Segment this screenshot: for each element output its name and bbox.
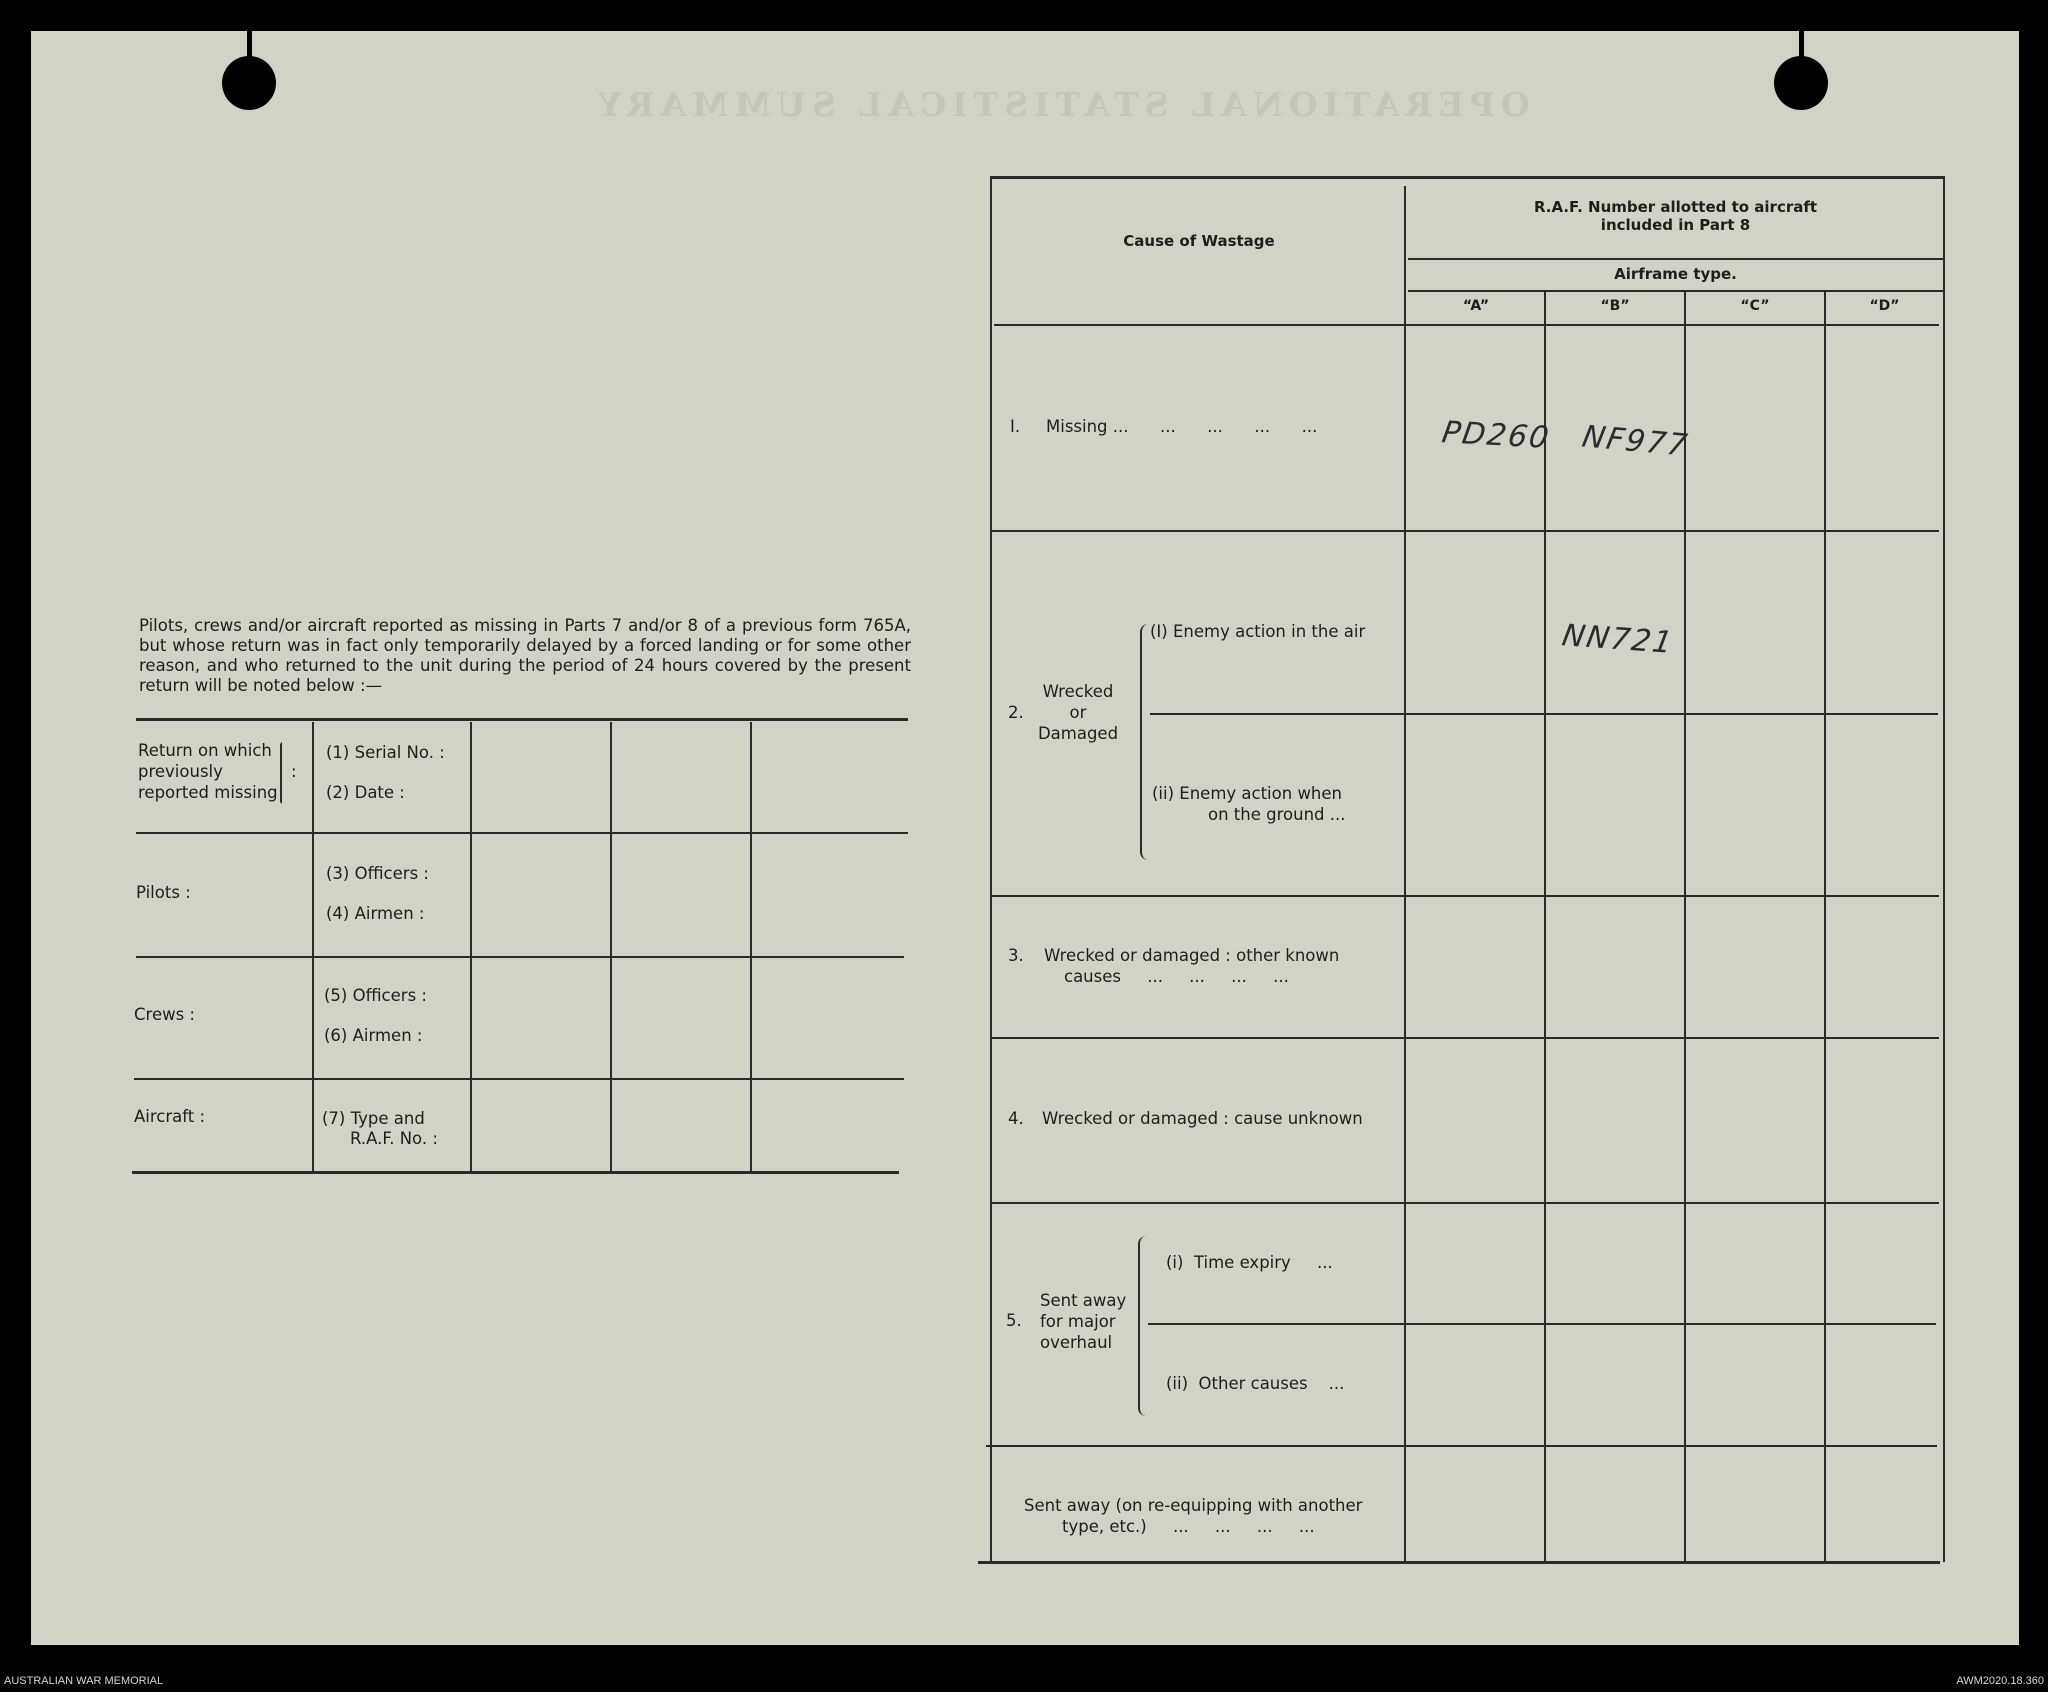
row-5-number: 5. <box>1006 1311 1022 1330</box>
missing-return-instructions: Pilots, crews and/or aircraft reported as missing in Parts 7 and/or 8 of a previous form 765A, but whose return was in fact only temporarily delayed by a forced landing or for some other reason, and who returned to the unit during the period of 24 hours covered by the present return will be noted below :— <box>139 616 911 695</box>
row-1-number: I. <box>1010 417 1021 436</box>
column-c-d-divider <box>1824 292 1826 1562</box>
row-2-enemy-ground-label-line1: (ii) Enemy action when <box>1152 784 1342 803</box>
date-label: (2) Date : <box>326 783 405 802</box>
airframe-header-rule <box>1408 290 1943 292</box>
rule <box>136 832 908 834</box>
row-5-brace <box>1138 1236 1148 1416</box>
footer-accession-number: AWM2020.18.360 <box>1956 1675 2044 1687</box>
pilot-airmen-label: (4) Airmen : <box>326 904 425 923</box>
sub-row-rule <box>1150 713 1938 715</box>
row-6-label-line1: Sent away (on re-equipping with another <box>1024 1496 1363 1515</box>
rule <box>134 1078 904 1080</box>
sub-row-rule <box>1148 1323 1936 1325</box>
footer-institution: AUSTRALIAN WAR MEMORIAL <box>4 1675 164 1687</box>
table-bottom-border <box>978 1561 1940 1564</box>
crew-airmen-label: (6) Airmen : <box>324 1026 423 1045</box>
column-divider <box>312 722 314 1172</box>
handwritten-serial-nn721: NN721 <box>1559 618 1677 661</box>
row-5-label-line1: Sent away <box>1040 1291 1127 1310</box>
row-3-label-line1: Wrecked or damaged : other known <box>1044 946 1340 965</box>
column-d-header: “D” <box>1869 298 1900 314</box>
bleed-through-title: OPERATIONAL STATISTICAL SUMMARY <box>592 85 1530 124</box>
row-rule <box>990 1037 1939 1039</box>
return-label-line1: Return on which <box>138 741 272 760</box>
row-rule <box>990 1202 1939 1204</box>
column-divider <box>610 722 612 1172</box>
row-2-label-line1: Wrecked <box>1042 682 1114 701</box>
row-2-label-line2: or <box>1069 703 1087 722</box>
handwritten-serial-pd260: PD260 <box>1439 415 1553 456</box>
crews-label: Crews : <box>134 1005 195 1024</box>
row-5-time-expiry-label: (i) Time expiry ... <box>1166 1253 1333 1272</box>
row-3-label-line2: causes ... ... ... ... <box>1064 967 1289 986</box>
rule-bottom <box>132 1171 899 1174</box>
punch-hole-right <box>1774 56 1828 110</box>
row-4-label: Wrecked or damaged : cause unknown <box>1042 1109 1363 1128</box>
column-divider <box>470 722 472 1172</box>
rule-top <box>136 718 908 721</box>
column-a-b-divider <box>1544 292 1546 1562</box>
aircraft-label: Aircraft : <box>134 1107 206 1126</box>
row-2-number: 2. <box>1008 703 1024 722</box>
column-b-header: “B” <box>1600 298 1630 314</box>
row-rule <box>992 530 1939 532</box>
row-5-label-line2: for major <box>1040 1312 1116 1331</box>
table-right-border <box>1943 176 1945 1562</box>
raf-no-label: R.A.F. No. : <box>350 1129 438 1148</box>
cause-column-divider <box>1404 186 1406 1562</box>
pilot-officers-label: (3) Officers : <box>326 864 429 883</box>
serial-no-label: (1) Serial No. : <box>326 743 445 762</box>
row-2-label-line3: Damaged <box>1037 724 1119 743</box>
return-label-line2: previously <box>138 762 223 781</box>
column-b-c-divider <box>1684 292 1686 1562</box>
column-c-header: “C” <box>1740 298 1770 314</box>
row-3-number: 3. <box>1008 946 1024 965</box>
row-1-missing-label: Missing ... ... ... ... ... <box>1046 417 1318 436</box>
raf-header-rule <box>1408 258 1943 260</box>
row-2-brace <box>1140 624 1150 860</box>
raf-number-header-line1: R.A.F. Number allotted to aircraft <box>1533 198 1818 216</box>
pilots-label: Pilots : <box>136 883 191 902</box>
return-label-line3: reported missing <box>138 783 278 802</box>
row-4-number: 4. <box>1008 1109 1024 1128</box>
type-and-label: (7) Type and <box>322 1109 425 1128</box>
crew-officers-label: (5) Officers : <box>324 986 427 1005</box>
row-rule <box>992 895 1939 897</box>
header-bottom-rule <box>994 324 1939 326</box>
punch-hole-left <box>222 56 276 110</box>
return-bracket <box>270 742 282 804</box>
column-a-header: “A” <box>1462 298 1490 314</box>
airframe-type-header: Airframe type. <box>1614 265 1737 283</box>
row-2-enemy-air-label: (I) Enemy action in the air <box>1150 622 1366 641</box>
cause-of-wastage-header: Cause of Wastage <box>1123 232 1275 250</box>
row-5-other-causes-label: (ii) Other causes ... <box>1166 1374 1345 1393</box>
table-left-border <box>990 176 992 1562</box>
raf-number-header-line2: included in Part 8 <box>1600 216 1751 234</box>
return-colon: : <box>291 762 297 781</box>
row-rule <box>986 1445 1937 1447</box>
handwritten-serial-nf977: NF977 <box>1579 419 1692 464</box>
row-5-label-line3: overhaul <box>1040 1333 1113 1352</box>
row-6-label-line2: type, etc.) ... ... ... ... <box>1062 1517 1315 1536</box>
row-2-enemy-ground-label-line2: on the ground ... <box>1208 805 1346 824</box>
column-divider <box>750 722 752 1172</box>
rule <box>136 956 904 958</box>
table-top-border <box>990 176 1945 179</box>
